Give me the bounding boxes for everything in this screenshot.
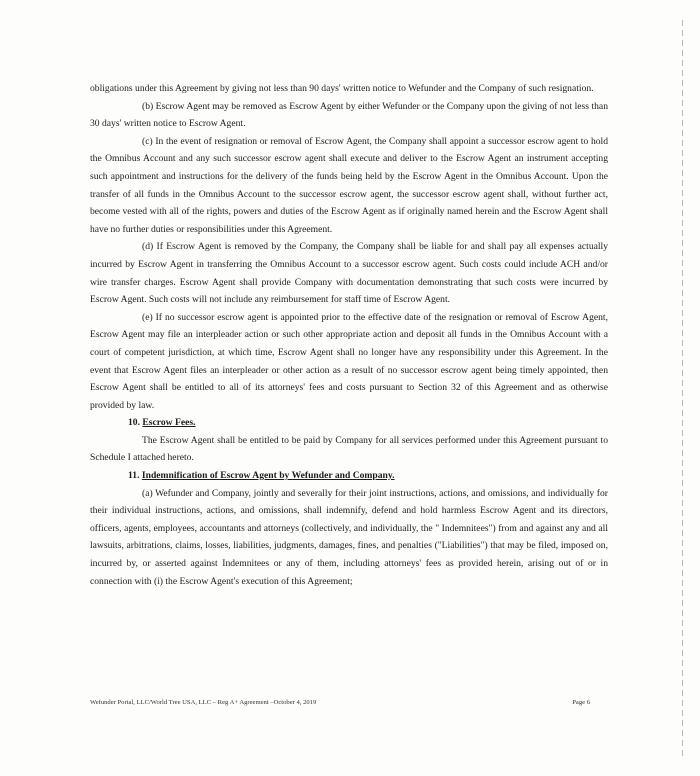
section-11-title: Indemnification of Escrow Agent by Wefunder and Company. [141, 470, 395, 482]
footer-page-number: Page 6 [572, 699, 590, 706]
paragraph-successor-c: (c) In the event of resignation or removal of Escrow Agent, the Company shall appoint a successor escrow agent to hold the Omnibus Account and any such successor escrow agent shall execute and deliver to the Escrow Agent an instrument accepting such appointment and instructions for the delivery of the funds being held by the Escrow Agent in the Omnibus Account. Upon the transfer of all funds in the Omnibus Account to the successor escrow agent, the successor escrow agent shall, without further act, become vested with all of the rights, powers and duties of the Escrow Agent as if originally named herein and the Escrow Agent shall have no further duties or responsibilities under this Agreement. [90, 135, 608, 235]
footer-agreement-title: Wefunder Portal, LLC/World Tree USA, LLC – Reg A+ Agreement –October 4, 2019 [90, 699, 317, 706]
section-10-number: 10. [128, 417, 140, 429]
section-11-number: 11. [128, 470, 140, 482]
section-10-text: The Escrow Agent shall be entitled to be paid by Company for all services performed under this Agreement pursuant to Schedule I attached hereto. [90, 434, 608, 464]
paragraph-resignation-continued: obligations under this Agreement by giving not less than 90 days' written notice to Wefunder and the Company of such resignation. [90, 83, 594, 94]
section-10-title: Escrow Fees. [142, 417, 196, 429]
section-11-heading [128, 467, 608, 485]
page-edge-divider [682, 20, 683, 760]
paragraph-removal-b: (b) Escrow Agent may be removed as Escrow Agent by either Wefunder or the Company upon the giving of not less than 30 days' written notice to Escrow Agent. [90, 100, 608, 130]
paragraph-interpleader-e: (e) If no successor escrow agent is appointed prior to the effective date of the resignation or removal of Escrow Agent, Escrow Agent may file an interpleader action or such other appropriate action and deposit all funds in the Omnibus Account with a court of competent jurisdiction, at which time, Escrow Agent shall no longer have any responsibility under this Agreement. In the event that Escrow Agent files an interpleader or other action as a result of no successor escrow agent being timely appointed, then Escrow Agent shall be entitled to all of its attorneys' fees and costs pursuant to Section 32 of this Agreement and as otherwise provided by law. [90, 311, 608, 411]
section-10-heading [128, 414, 608, 432]
section-11-text: (a) Wefunder and Company, jointly and severally for their joint instructions, actions, and omissions, and individually for their individual instructions, actions, and omissions, shall indemnify, defend and hold harmless Escrow Agent and its directors, officers, agents, employees, accountants and attorneys (collectively, and individually, the " Indemnitees") from and against any and all lawsuits, arbitrations, claims, losses, liabilities, judgments, damages, fines, and penalties ("Liabilities") that may be filed, imposed on, incurred by, or asserted against Indemnitees or any of them, including attorneys' fees as provided herein, arising out of or in connection with (i) the Escrow Agent's execution of this Agreement; [90, 487, 608, 587]
document-body [90, 80, 608, 590]
paragraph-expenses-d: (d) If Escrow Agent is removed by the Company, the Company shall be liable for and shall pay all expenses actually incurred by Escrow Agent in transferring the Omnibus Account to a successor escrow agent. Such costs could include ACH and/or wire transfer charges. Escrow Agent shall provide Company with documentation demonstrating that such costs were incurred by Escrow Agent. Such costs will not include any reimbursement for staff time of Escrow Agent. [90, 241, 608, 306]
